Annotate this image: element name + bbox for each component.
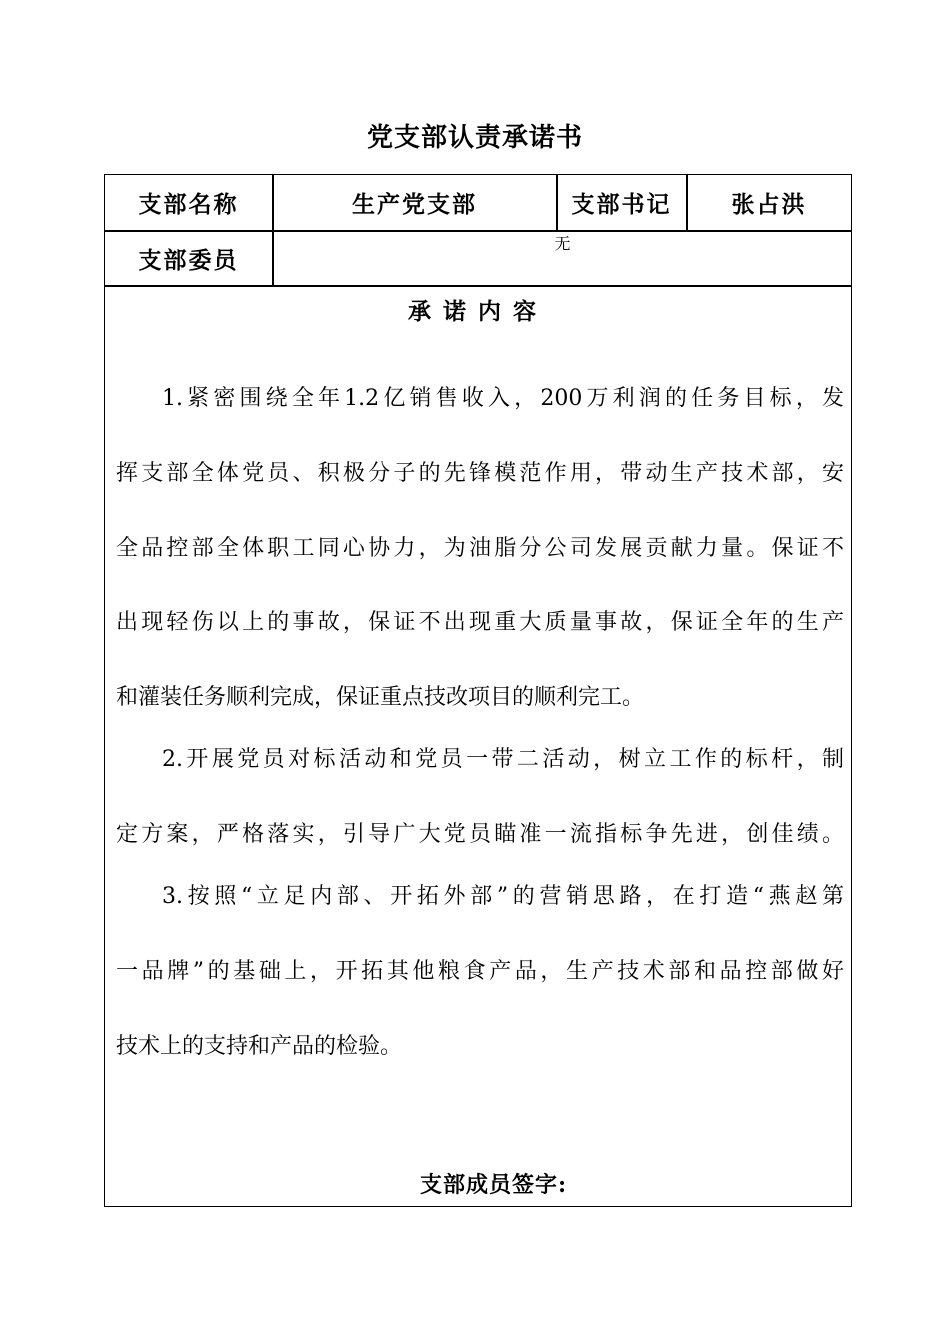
document-title: 党支部认责承诺书 <box>366 123 583 153</box>
commitment-line: 出现轻伤以上的事故，保证不出现重大质量事故，保证全年的生产 <box>116 610 844 635</box>
secretary-value: 张占洪 <box>731 191 807 218</box>
secretary-label: 支部书记 <box>571 191 672 218</box>
commitment-line: 1.紧密围绕全年1.2亿销售收入，200万利润的任务目标，发 <box>162 386 844 411</box>
branch-name-label: 支部名称 <box>138 191 239 218</box>
members-value: 无 <box>554 234 571 253</box>
commitment-heading: 承诺内容 <box>408 298 548 325</box>
commitment-line: 2.开展党员对标活动和党员一带二活动，树立工作的标杆，制 <box>162 747 844 772</box>
signature-label: 支部成员签字: <box>420 1172 568 1198</box>
commitment-line: 一品牌”的基础上，开拓其他粮食产品，生产技术部和品控部做好 <box>116 959 844 984</box>
commitment-line: 3.按照“立足内部、开拓外部”的营销思路，在打造“燕赵第 <box>162 884 844 909</box>
commitment-line: 技术上的支持和产品的检验。 <box>116 1034 403 1059</box>
table-row-divider <box>104 285 852 287</box>
commitment-line: 全品控部全体职工同心协力，为油脂分公司发展贡献力量。保证不 <box>116 536 844 561</box>
commitment-line: 定方案，严格落实，引导广大党员瞄准一流指标争先进，创佳绩。 <box>116 822 844 847</box>
branch-name-value: 生产党支部 <box>352 191 477 218</box>
members-label: 支部委员 <box>138 246 239 274</box>
commitment-line: 和灌装任务顺利完成，保证重点技改项目的顺利完工。 <box>116 685 645 710</box>
commitment-line: 挥支部全体党员、积极分子的先锋模范作用，带动生产技术部，安 <box>116 461 844 486</box>
